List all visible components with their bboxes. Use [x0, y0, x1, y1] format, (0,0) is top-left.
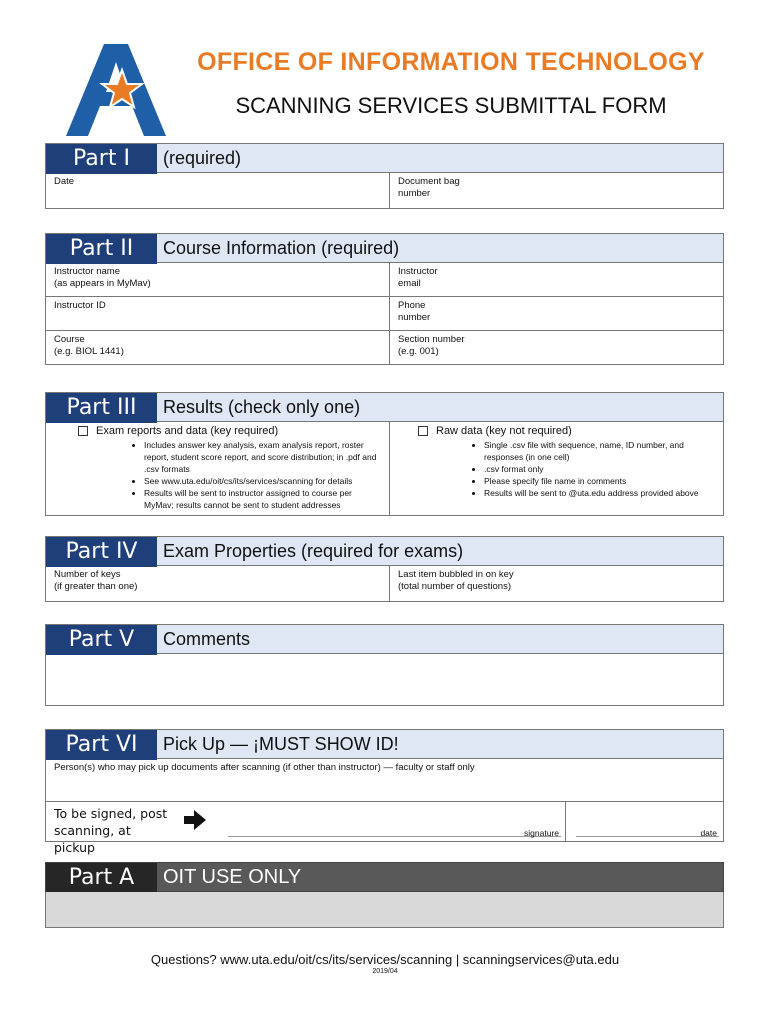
- list-item: • Results will be sent to @uta.edu address provided above: [484, 487, 715, 499]
- last-item-field[interactable]: [390, 566, 723, 601]
- part-6-section: [45, 729, 724, 855]
- signature-row: [45, 802, 724, 855]
- instructor-name-label-1: Instructor name: [54, 266, 120, 277]
- list-item: • Results will be sent to instructor assigned to course per MyMav; results cannot be sent to student addresses: [144, 487, 381, 511]
- instructor-id-field[interactable]: [46, 297, 390, 330]
- list-item: • Includes answer key analysis, exam analysis report, roster report, student score report, and score distribution; in .pdf and .csv formats: [144, 439, 381, 475]
- section-label-1: Section number: [398, 334, 465, 345]
- instructor-id-label: Instructor ID: [54, 300, 106, 311]
- raw-data-label: Raw data (key not required): [436, 425, 572, 437]
- pickup-persons-field[interactable]: [46, 759, 723, 801]
- pickup-date-label: date: [700, 828, 717, 838]
- list-item: • Please specify file name in comments: [484, 475, 715, 487]
- part-1-row: [45, 173, 724, 209]
- part-4-row: [45, 566, 724, 602]
- part-a-header: [45, 862, 724, 892]
- phone-label-2: number: [398, 312, 431, 323]
- part-4-title: Exam Properties (required for exams): [163, 541, 464, 561]
- instructor-name-label-2: (as appears in MyMav): [54, 278, 151, 289]
- list-item: • See www.uta.edu/oit/cs/its/services/scanning for details: [144, 475, 381, 487]
- course-label-1: Course: [54, 334, 85, 345]
- raw-data-option: [390, 422, 723, 515]
- form-date-code: 2019/04: [372, 968, 398, 975]
- document-bag-field[interactable]: [390, 173, 723, 208]
- part-3-section: [45, 392, 724, 516]
- uta-logo: [66, 44, 166, 136]
- pickup-persons-row: [45, 759, 724, 802]
- part-2-header: [45, 233, 724, 263]
- signature-label: signature: [524, 828, 559, 838]
- exam-reports-option: [46, 422, 390, 515]
- number-of-keys-field[interactable]: [46, 566, 390, 601]
- right-arrow-icon: [184, 810, 206, 830]
- part-6-header: [45, 729, 724, 759]
- document-bag-label-1: Document bag: [398, 176, 460, 187]
- part-4-tab: Part IV: [46, 537, 157, 567]
- part-5-header: [45, 624, 724, 654]
- part-6-tab: Part VI: [46, 730, 157, 760]
- instructor-name-field[interactable]: [46, 263, 390, 296]
- signed-note-1: To be signed, post: [54, 806, 168, 821]
- part-3-tab: Part III: [46, 393, 157, 423]
- instructor-email-label-1: Instructor: [398, 266, 438, 277]
- last-item-label-1: Last item bubbled in on key: [398, 569, 514, 580]
- course-label-2: (e.g. BIOL 1441): [54, 346, 124, 357]
- footer-questions: Questions? www.uta.edu/oit/cs/its/services/scanning | scanningservices@uta.edu: [150, 952, 620, 967]
- part-5-tab: Part V: [46, 625, 157, 655]
- part-4-header: [45, 536, 724, 566]
- instructor-email-label-2: email: [398, 278, 421, 289]
- part-5-section: [45, 624, 724, 706]
- exam-reports-label: Exam reports and data (key required): [96, 425, 279, 437]
- part-3-row: [45, 422, 724, 516]
- part-1-title: (required): [163, 148, 242, 168]
- date-field[interactable]: [46, 173, 390, 208]
- part-2-row-1: [45, 263, 724, 297]
- part-2-row-3: [45, 331, 724, 365]
- signed-note-2: scanning, at pickup: [54, 823, 131, 855]
- list-item: • .csv format only: [484, 463, 715, 475]
- phone-number-field[interactable]: [390, 297, 723, 330]
- instructor-email-field[interactable]: [390, 263, 723, 296]
- part-a-tab: Part A: [46, 863, 157, 893]
- part-2-row-2: [45, 297, 724, 331]
- part-4-section: [45, 536, 724, 602]
- part-a-section: [45, 862, 724, 928]
- part-2-section: [45, 233, 724, 359]
- keys-label-2: (if greater than one): [54, 581, 138, 592]
- keys-label-1: Number of keys: [54, 569, 121, 580]
- part-1-header: [45, 143, 724, 173]
- exam-reports-bullets: [78, 439, 381, 511]
- part-1-section: [45, 143, 724, 209]
- exam-reports-checkbox[interactable]: [78, 426, 88, 436]
- course-field[interactable]: [46, 331, 390, 364]
- part-5-title: Comments: [163, 629, 251, 649]
- section-number-field[interactable]: [390, 331, 723, 364]
- last-item-label-2: (total number of questions): [398, 581, 512, 592]
- part-2-title: Course Information (required): [163, 238, 400, 258]
- raw-data-bullets: [418, 439, 715, 499]
- part-3-header: [45, 392, 724, 422]
- pickup-date-field[interactable]: [566, 802, 723, 841]
- list-item: • Single .csv file with sequence, name, ID number, and responses (in one cell): [484, 439, 715, 463]
- raw-data-checkbox[interactable]: [418, 426, 428, 436]
- signature-field[interactable]: [228, 802, 566, 841]
- section-label-2: (e.g. 001): [398, 346, 439, 357]
- oit-use-box: [45, 892, 724, 928]
- comments-field[interactable]: [45, 654, 724, 706]
- part-6-title: Pick Up — ¡MUST SHOW ID!: [163, 734, 399, 754]
- part-1-tab: Part I: [46, 144, 157, 174]
- date-label: Date: [54, 176, 75, 187]
- document-bag-label-2: number: [398, 188, 431, 199]
- signed-note: [46, 802, 176, 855]
- part-3-title: Results (check only one): [163, 397, 361, 417]
- pickup-persons-label: Person(s) who may pick up documents after scanning (if other than instructor) — faculty or staff only: [54, 762, 475, 773]
- org-name: OFFICE OF INFORMATION TECHNOLOGY: [197, 48, 705, 76]
- form-title: SCANNING SERVICES SUBMITTAL FORM: [235, 93, 667, 118]
- phone-label-1: Phone: [398, 300, 426, 311]
- part-2-tab: Part II: [46, 234, 157, 264]
- part-a-title: OIT USE ONLY: [163, 866, 302, 888]
